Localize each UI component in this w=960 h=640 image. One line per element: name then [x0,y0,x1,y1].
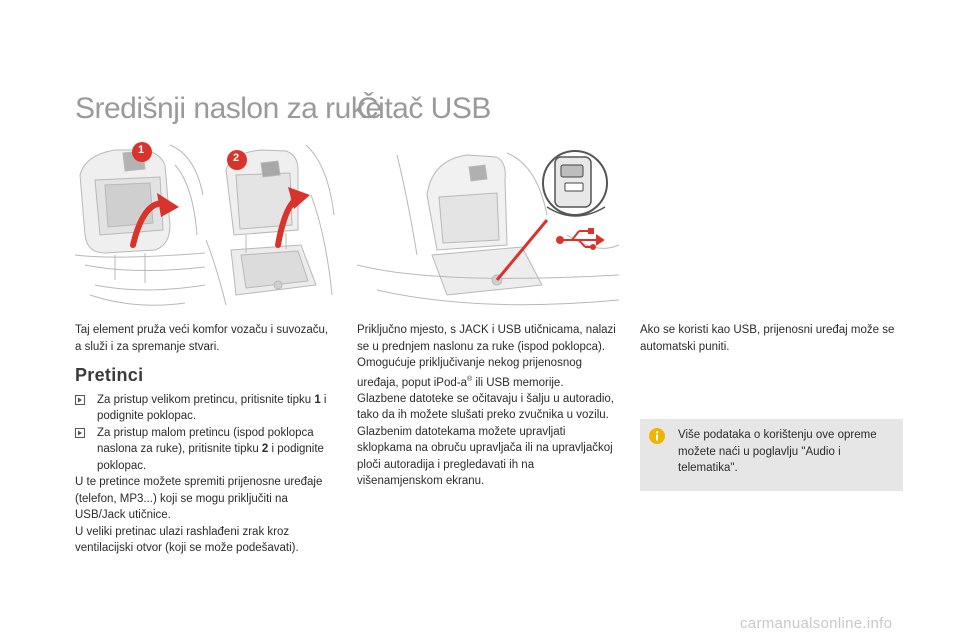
compartments-ventilation-paragraph: U veliki pretinac ulazi rashlađeni zrak kroz ventilacijski otvor (koji se može podešavati). [75,525,299,554]
info-text: Više podataka o korištenju ove opreme možete naći u poglavlju "Audio i telematika". [678,429,877,474]
bullet-text-after: i podignite poklopac. [97,393,327,422]
list-item [75,425,337,475]
button-number: 1 [314,393,321,406]
compartments-usage-paragraph: U te pretince možete spremiti prijenosne uređaje (telefon, MP3...) koji se mogu priključiti na USB/Jack utičnice. [75,476,323,521]
info-box [640,419,903,491]
registered-mark: ® [466,375,473,383]
callout-number-2: 2 [233,152,240,164]
section-title-usb: Čitač USB [357,92,491,125]
usb-playback-paragraph: Glazbene datoteke se očitavaju i šalju u autoradio, tako da ih možete slušati preko zvučnika u vozilu. [357,392,614,422]
usb-device-text-before: Omogućuje priključivanje nekog prijenosnog uređaja, poput iPod-a [357,357,583,389]
armrest-text-column [75,322,337,557]
section-title-armrest: Središnji naslon za ruke [75,92,382,125]
watermark: carmanualsonline.info [740,615,893,632]
usb-charging-column [640,322,905,355]
bullet-text-before: Za pristup velikom pretincu, pritisnite tipku [97,393,315,406]
callout-number-1: 1 [138,144,145,156]
armrest-intro: Taj element pruža veći komfor vozaču i suvozaču, a služi i za spremanje stvari. [75,324,329,353]
armrest-small-compartment-illustration [206,135,336,315]
usb-device-text-after: ili USB memorije. [472,376,564,389]
bullet-text-after: i podignite poklopac. [97,443,324,472]
list-item [75,392,337,425]
usb-reader-illustration [357,135,619,315]
info-icon [649,428,665,444]
compartments-subheading: Pretinci [75,365,144,385]
usb-control-paragraph: Glazbenim datotekama možete upravljati sklopkama na obruču upravljača ili na upravljačkoj ploči autoradija i pregledavati ih na višenamjenskom ekranu. [357,425,613,488]
arrow-bullet-icon [75,425,85,445]
usb-text-column [357,322,619,490]
bullet-text-before: Za pristup malom pretincu (ispod poklopca naslona za ruke), pritisnite tipku [97,426,314,455]
usb-charging-paragraph: Ako se koristi kao USB, prijenosni uređaj može se automatski puniti. [640,324,895,353]
button-number: 2 [261,443,269,455]
usb-location-paragraph: Priključno mjesto, s JACK i USB utičnicama, nalazi se u prednjem naslonu za ruke (ispod poklopca). [357,324,616,353]
armrest-large-compartment-illustration [75,135,205,315]
usb-device-paragraph [357,355,619,391]
arrow-bullet-icon [75,392,85,412]
